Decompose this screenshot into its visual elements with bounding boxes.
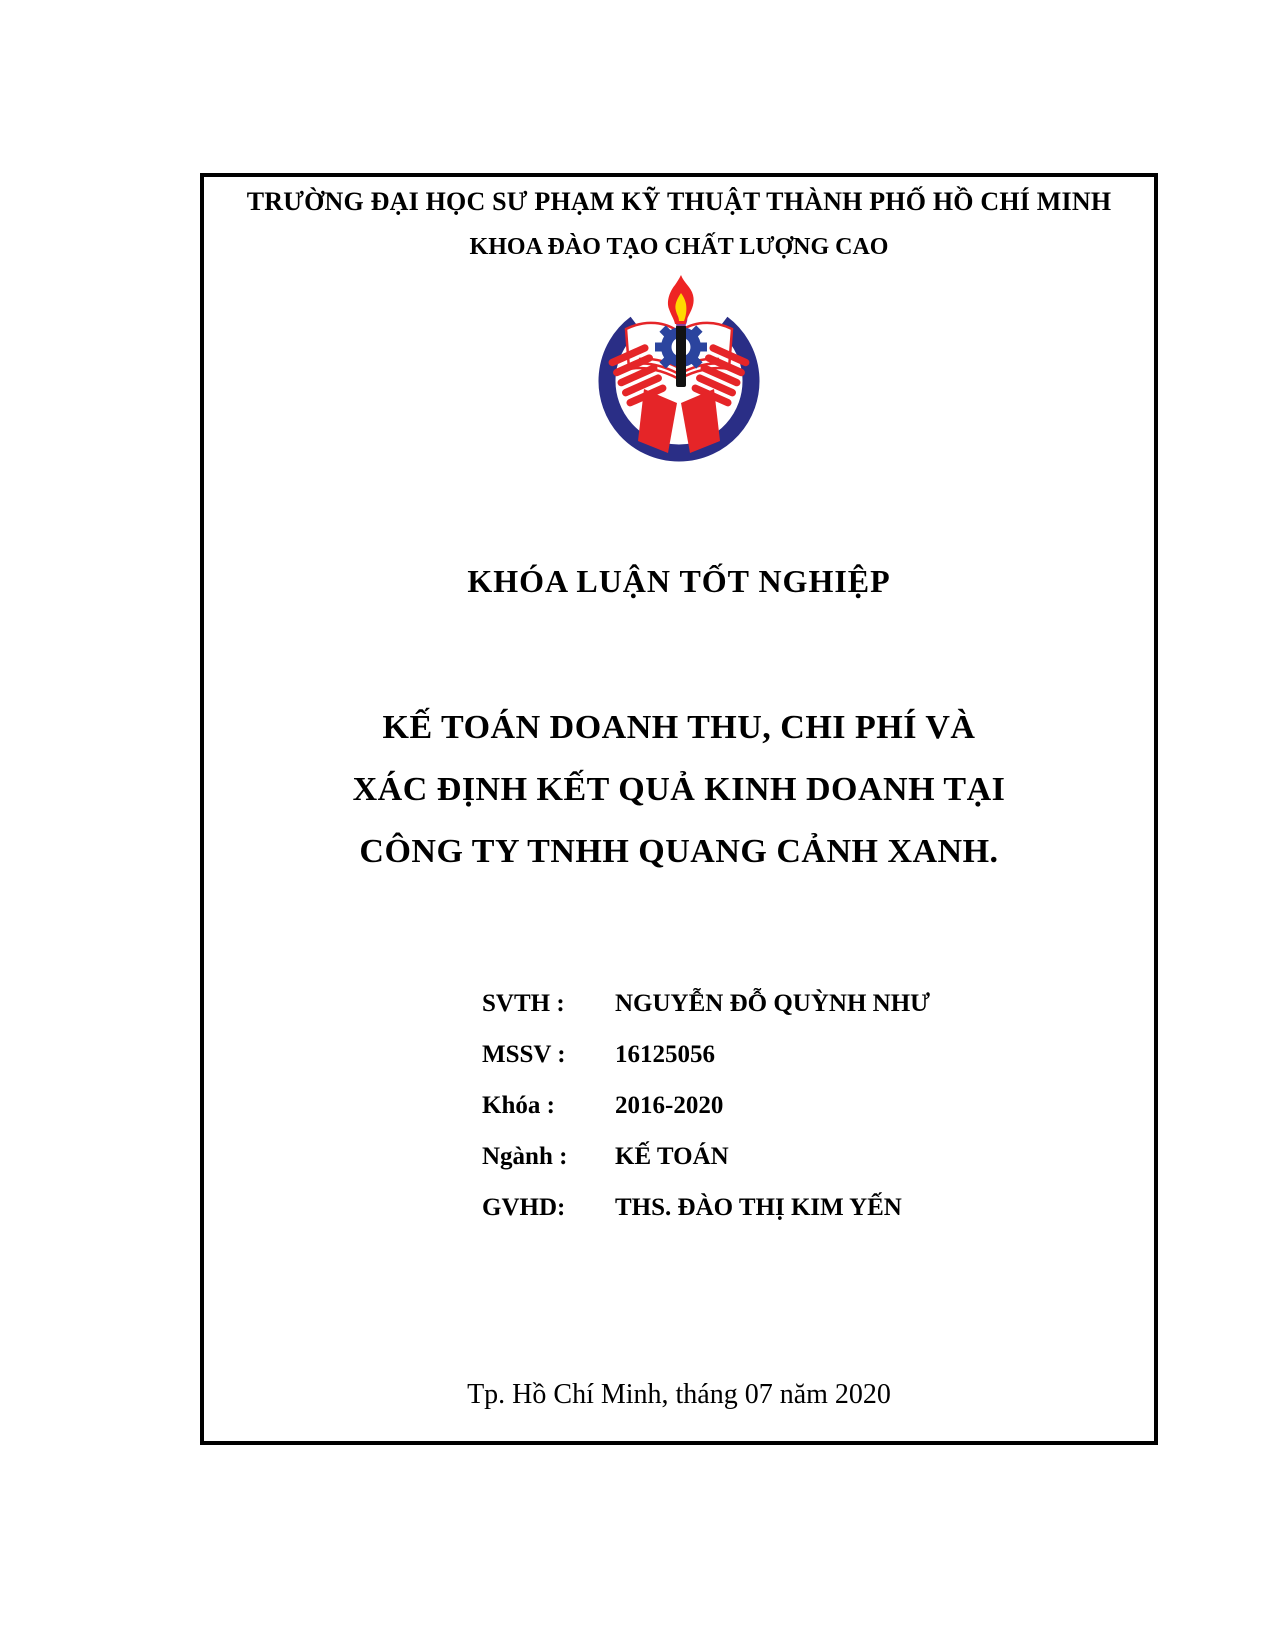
student-info-block (482, 978, 930, 1233)
mssv-value: 16125056 (615, 1040, 715, 1068)
info-row-gvhd (482, 1182, 930, 1233)
svth-value: NGUYỄN ĐỖ QUỲNH NHƯ (615, 989, 931, 1017)
logo-torch (676, 325, 686, 387)
thesis-title-line-3: CÔNG TY TNHH QUANG CẢNH XANH. (359, 833, 999, 870)
svth-label: SVTH : (482, 989, 565, 1017)
gvhd-value: THS. ĐÀO THỊ KIM YẾN (615, 1193, 902, 1221)
khoa-label: Khóa : (482, 1091, 555, 1119)
nganh-label: Ngành : (482, 1142, 568, 1170)
thesis-title-line-2: XÁC ĐỊNH KẾT QUẢ KINH DOANH TẠI (352, 771, 1006, 808)
info-row-mssv (482, 1029, 930, 1080)
university-name: TRƯỜNG ĐẠI HỌC SƯ PHẠM KỸ THUẬT THÀNH PHỐ HỒ CHÍ MINH (246, 187, 1112, 216)
thesis-title-line-1: KẾ TOÁN DOANH THU, CHI PHÍ VÀ (382, 709, 976, 746)
info-row-khoa (482, 1080, 930, 1131)
cover-border-frame (200, 173, 1158, 1445)
gvhd-label: GVHD: (482, 1193, 566, 1221)
hcmute-logo-icon (594, 275, 764, 465)
document-type-title: KHÓA LUẬN TỐT NGHIỆP (467, 563, 891, 599)
faculty-name: KHOA ĐÀO TẠO CHẤT LƯỢNG CAO (469, 234, 889, 260)
mssv-label: MSSV : (482, 1040, 566, 1068)
university-logo (594, 275, 764, 465)
location-date: Tp. Hồ Chí Minh, tháng 07 năm 2020 (467, 1379, 891, 1410)
info-row-svth (482, 978, 930, 1029)
khoa-value: 2016-2020 (615, 1091, 724, 1119)
thesis-title (204, 697, 1154, 883)
info-row-nganh (482, 1131, 930, 1182)
nganh-value: KẾ TOÁN (615, 1142, 729, 1170)
